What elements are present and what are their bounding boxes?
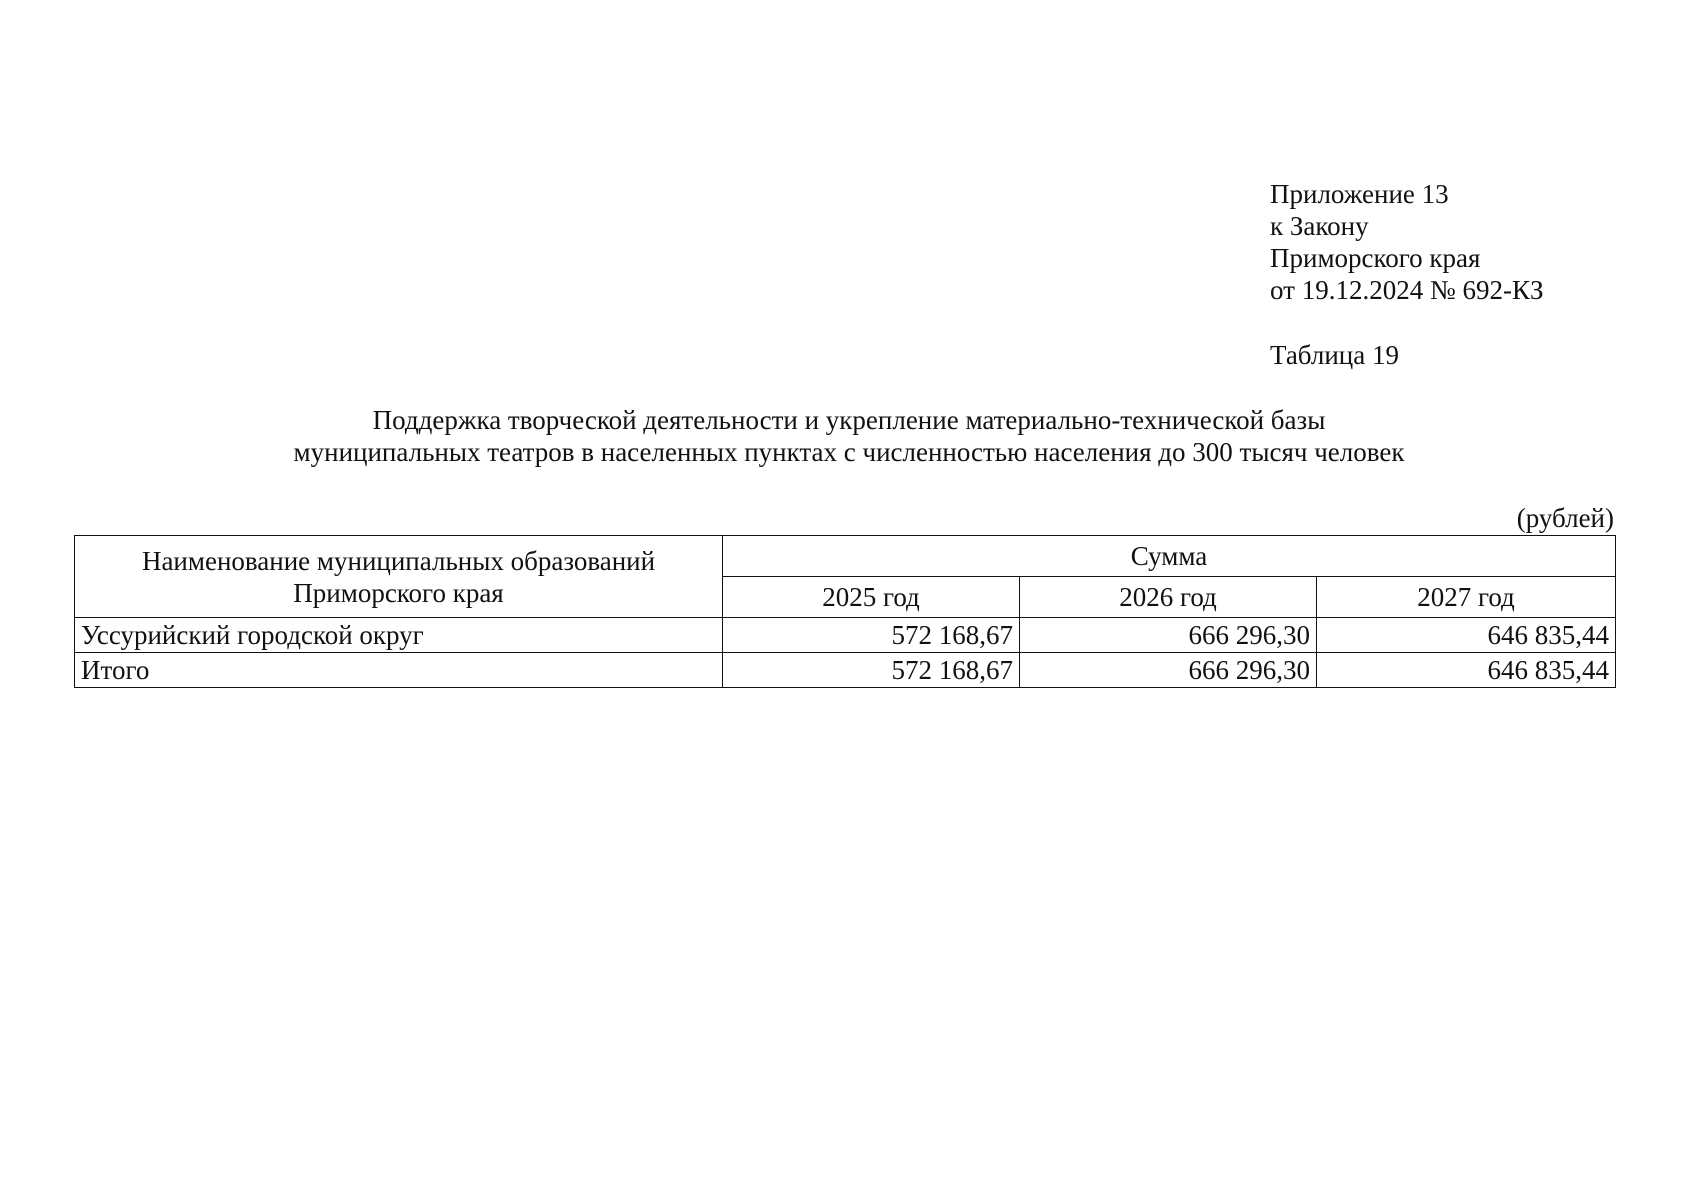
total-row [75,653,1616,688]
header-municipality [75,536,723,618]
appendix-line: Приморского края [1270,243,1481,273]
amount-cell: 572 168,67 [723,618,1020,653]
total-amount-cell: 646 835,44 [1317,653,1616,688]
header-municipality-line: Приморского края [293,577,504,608]
total-amount-cell: 666 296,30 [1020,653,1317,688]
header-sum: Сумма [723,536,1616,577]
header-year: 2025 год [723,577,1020,618]
appendix-line: от 19.12.2024 № 692-КЗ [1270,275,1544,305]
title-line: муниципальных театров в населенных пунктах с численностью населения до 300 тысяч человек [293,437,1405,467]
units-label: (рублей) [1516,503,1614,533]
header-year: 2027 год [1317,577,1616,618]
amount-cell: 666 296,30 [1020,618,1317,653]
amount-cell: 646 835,44 [1317,618,1616,653]
appendix-line: к Закону [1270,211,1369,241]
appendix-line: Приложение 13 [1270,179,1449,209]
total-label: Итого [75,653,723,688]
header-municipality-line: Наименование муниципальных образований [141,545,656,576]
table-row [75,618,1616,653]
header-year: 2026 год [1020,577,1317,618]
budget-table [74,535,1616,688]
title-line: Поддержка творческой деятельности и укрепление материально-технической базы [372,405,1326,435]
total-amount-cell: 572 168,67 [723,653,1020,688]
appendix-block [1270,178,1543,306]
table-number: Таблица 19 [1270,340,1399,370]
document-title [0,404,1698,468]
table-header-row [75,536,1616,577]
municipality-name: Уссурийский городской округ [75,618,723,653]
